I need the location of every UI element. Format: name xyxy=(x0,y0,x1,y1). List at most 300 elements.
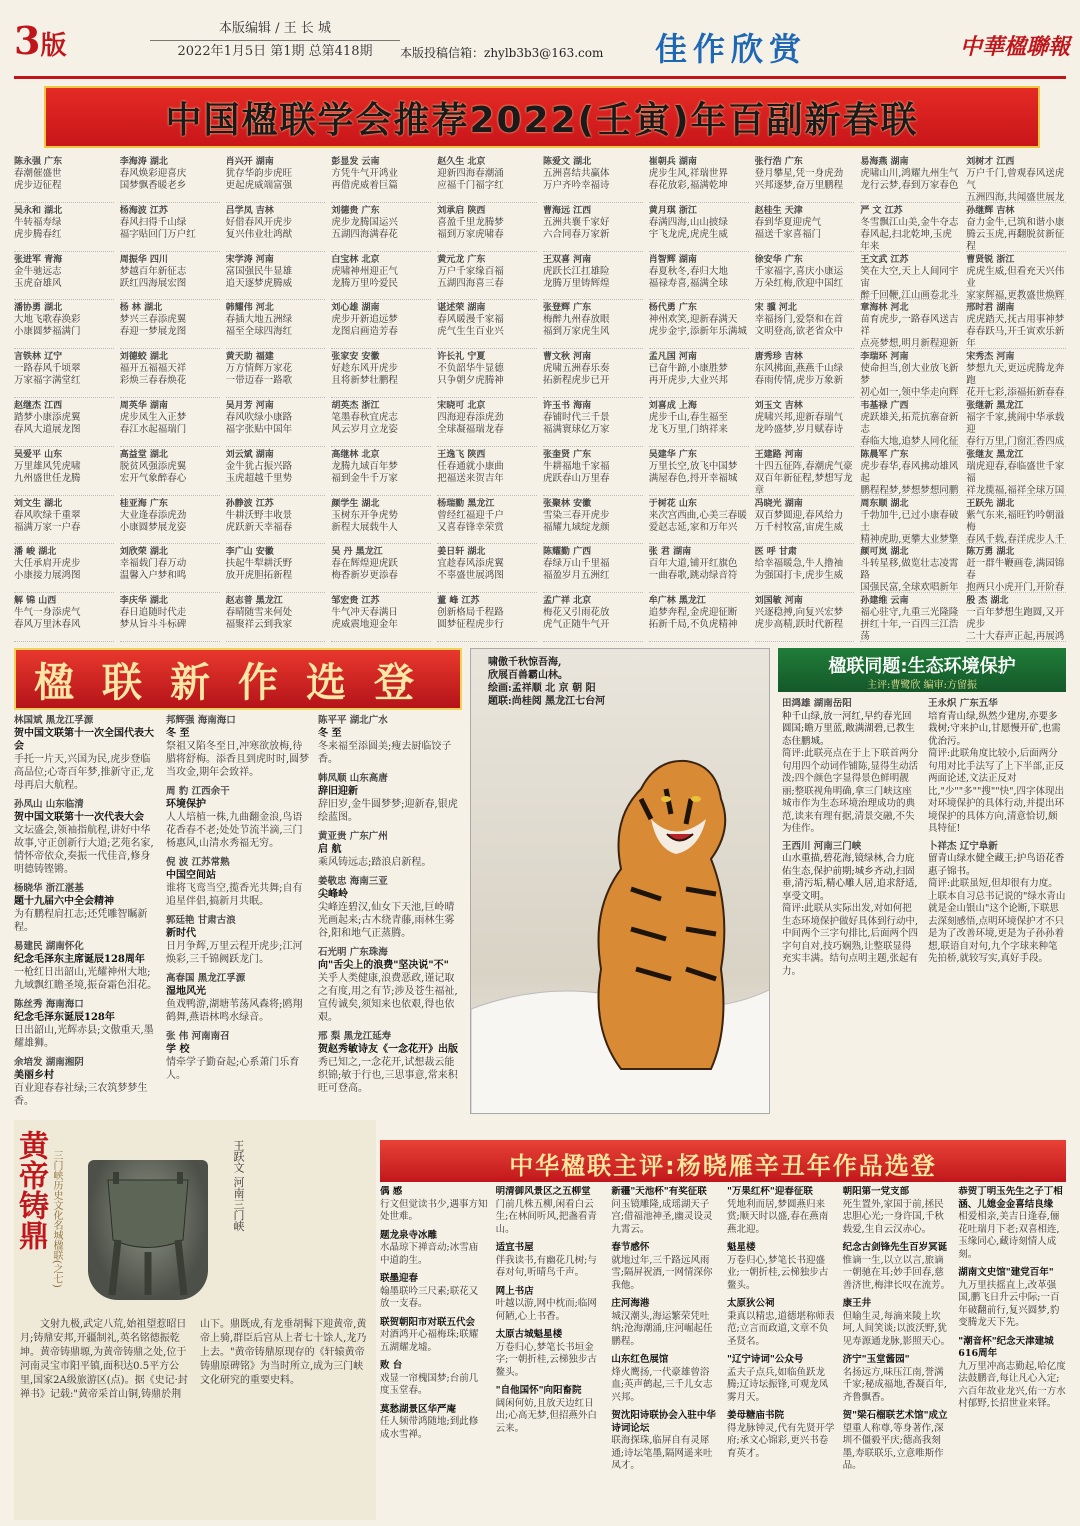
couplet-item xyxy=(120,154,220,203)
couplet-author: 孙静波 江苏 xyxy=(225,498,274,509)
couplet-item xyxy=(543,154,643,203)
page-number: 3版 xyxy=(14,18,67,63)
yang-work-title: 春节感怀 xyxy=(611,1242,650,1253)
couplet-item xyxy=(437,593,537,642)
couplet-author: 董 峰 江苏 xyxy=(437,596,480,607)
couplet-author: 彭显发 云南 xyxy=(331,157,380,167)
couplet-line: 兴逐稳搏,向复兴宏梦 xyxy=(754,607,844,619)
couplet-line: 春风焕彩迎喜庆 xyxy=(119,168,187,179)
yang-work-text: 水晶琼下禅音动;冰雪庙中道韵生。 xyxy=(380,1242,479,1266)
couplet-item xyxy=(14,154,114,203)
couplet-line: 又喜春锋幸荣赏 xyxy=(437,521,504,533)
new-works-column xyxy=(14,714,158,1114)
couplet-line: 小康接力展鸿图 xyxy=(14,570,81,582)
couplet-line: 双百年新征程,梦想写龙章 xyxy=(754,472,853,496)
new-work-author: 石光明 广东珠海 xyxy=(318,947,388,958)
yang-work-text: 任人频带鸿随地;到此修成水雪禅。 xyxy=(380,1416,479,1440)
yang-work-title: 姜母糖庙书院 xyxy=(726,1410,784,1421)
couplet-line: 曾经红福迎千户 xyxy=(437,509,504,521)
couplet-line: 牛气一身添虎气 xyxy=(14,607,81,619)
couplet-author: 唐秀珍 吉林 xyxy=(754,352,803,363)
couplet-item xyxy=(543,203,643,252)
couplet-author: 曹贤锐 浙江 xyxy=(966,254,1015,265)
couplet-item xyxy=(966,496,1066,545)
editor-line: 本版编辑 / 王 长 城 xyxy=(150,18,400,41)
couplet-line: 春潮催盛世 xyxy=(14,168,62,179)
couplet-line: 福开五福福天祥 xyxy=(119,363,187,375)
yang-work-text: 惟谪一生,以立以言,旅谪一朝驰在耳;妙手回春,慈善济世,梅津长叹在流芳。 xyxy=(842,1254,951,1291)
couplet-line: 春风起,扫北乾坤,玉虎年来 xyxy=(860,228,952,252)
couplet-line: 温馨入户梦和鸣 xyxy=(119,570,187,582)
new-work-item xyxy=(14,798,158,876)
couplet-item xyxy=(331,203,431,252)
couplet-author: 吴 丹 黑龙江 xyxy=(331,547,383,558)
yang-work-item xyxy=(611,1242,719,1292)
topic-entry xyxy=(928,841,1066,966)
couplet-author: 曹海远 江西 xyxy=(543,205,592,216)
yang-work-title: 贺"梁石榴联艺术馆"成立 xyxy=(842,1410,948,1421)
couplet-author: 黄月琪 浙江 xyxy=(648,205,697,216)
couplet-line: 斗转星移,做览壮志凌霄路 xyxy=(860,558,959,582)
couplet-author: 陈爱文 湖北 xyxy=(543,157,592,167)
couplet-line: 春铺时代三千景 xyxy=(543,411,610,423)
couplet-author: 姜日轩 湖北 xyxy=(437,547,486,558)
couplet-line: 全球凝福瑞龙春 xyxy=(437,423,504,435)
yang-work-item xyxy=(843,1298,951,1348)
couplet-line: 福到金牛千万家 xyxy=(331,472,398,484)
couplet-author: 杨 林 湖北 xyxy=(119,303,163,314)
couplet-line: 春春跃马,开壬寅欢乐新年 xyxy=(966,326,1065,350)
couplet-line: 笑在大空,天上人间同宇宙 xyxy=(860,265,959,289)
yang-work-title: 魁星楼 xyxy=(726,1242,756,1253)
new-work-item xyxy=(166,972,310,1024)
couplet-author: 曹文秋 河南 xyxy=(543,352,592,363)
yang-work-title: 庄河海港 xyxy=(611,1298,650,1309)
couplet-line: 福满万家一户春 xyxy=(14,521,81,533)
couplet-item xyxy=(120,349,220,398)
couplet-line: 虎步高精,跃时代新程 xyxy=(754,619,844,631)
couplet-line: 虎步腾春红 xyxy=(14,228,62,240)
new-work-author: 陈丝秀 海南海口 xyxy=(14,999,84,1010)
yang-work-title: 题龙泉寺冰雕 xyxy=(380,1229,438,1241)
couplet-author: 邹宏贵 江苏 xyxy=(331,596,380,607)
couplet-item xyxy=(860,154,960,203)
couplet-line: 紫气东来,福旺钓吟朝溢梅 xyxy=(966,509,1065,533)
couplet-item xyxy=(226,203,326,252)
yang-work-item xyxy=(496,1329,604,1379)
couplet-line: 福字贴回门万户红 xyxy=(119,228,196,240)
yang-work-title: 贺沈阳诗联协会入驻中华诗词论坛 xyxy=(611,1410,716,1434)
new-work-text: 情牵学子勤奋起;心系萧门乐育人。 xyxy=(166,1057,300,1081)
couplet-line: 国梦飘香暖老乡 xyxy=(119,180,187,191)
yang-work-title: 偶 感 xyxy=(380,1186,403,1197)
new-work-author: 倪 波 江苏常熟 xyxy=(166,857,230,868)
yang-work-title: 恭贺丁明玉先生之子丁相涵、儿媳金金喜结良缘 xyxy=(958,1186,1063,1210)
couplet-author: 杨瑞勤 黑龙江 xyxy=(437,498,495,509)
couplet-author: 吕学凤 吉林 xyxy=(225,205,274,216)
couplet-item xyxy=(755,496,855,545)
couplet-line: 万户齐吟幸福诗 xyxy=(543,180,610,191)
couplet-author: 韦基禄 广西 xyxy=(860,400,909,411)
couplet-line: 福心驻守,九重三光隆隆 xyxy=(860,607,959,619)
couplet-line: 为强国打卡,虎步生威 xyxy=(754,570,844,582)
tripod-subtitle: 三门峡历史文化名城楹联(之七) xyxy=(51,1150,62,1288)
yang-work-text: 阔闲何妨,且放天边红日出;心高无梦,但招燕外白云来。 xyxy=(495,1397,597,1434)
topic-entry xyxy=(782,841,920,979)
couplet-line: 春风暖漫千家福 xyxy=(437,314,504,326)
couplet-item xyxy=(543,349,643,398)
couplet-line: 奋力金牛,已筑和谐小康 xyxy=(966,216,1065,228)
couplet-item xyxy=(755,398,855,447)
couplet-item xyxy=(331,154,431,203)
couplet-line: 万朵红梅,欣迎中国红 xyxy=(754,277,844,289)
couplet-line: 更起虎威端富强 xyxy=(225,180,293,191)
yang-work-title: 明清御风景区之五柳堂 xyxy=(495,1186,591,1197)
couplet-line: 春满四海,山山披绿 xyxy=(648,216,728,228)
couplet-author: 于树花 山东 xyxy=(648,498,697,509)
yang-work-text: 万卷归心,梦笔长书垣金字;一朝折桂,云梯独步古鳌头。 xyxy=(495,1341,597,1378)
couplet-line: 虎跃春山万里春 xyxy=(543,472,610,484)
couplet-item xyxy=(649,349,749,398)
couplet-author: 肖兴开 湖南 xyxy=(225,157,274,167)
couplet-line: 国强民富,全球欢唱新年 xyxy=(860,582,959,594)
couplet-line: 追天逐梦虎腾威 xyxy=(225,277,293,289)
couplet-line: 大任承肩开虎步 xyxy=(14,558,81,570)
couplet-line: 虎步凤生入正梦 xyxy=(119,411,187,423)
couplet-author: 陈晨军 广东 xyxy=(860,449,909,460)
bronze-tripod-image xyxy=(88,1160,208,1300)
yang-work-item xyxy=(611,1298,719,1348)
yang-work-item xyxy=(380,1273,488,1311)
new-works-title: 楹联新作选登 xyxy=(34,659,442,706)
couplet-line: 虎步开新追远梦 xyxy=(331,314,398,326)
couplet-line: 再借虎威着巨篇 xyxy=(331,180,398,191)
couplet-line: 金牛犹占振兴路 xyxy=(225,460,293,472)
couplet-line: 春临大地,追梦人同化征 xyxy=(860,435,959,447)
couplet-line: 福禄寿喜,福满全球 xyxy=(648,277,728,289)
new-work-item xyxy=(318,1030,462,1095)
couplet-author: 刘德贵 广东 xyxy=(331,205,380,216)
couplet-item xyxy=(649,496,749,545)
painting-caption-line: 绘画:孟祥顺 北 京 朝 阳 xyxy=(488,683,596,694)
couplet-line: 梦从旨斗斗标碑 xyxy=(119,619,187,631)
couplet-line: 虎啸神州迎正气 xyxy=(331,265,398,277)
couplet-line: 春花放彩,福满乾坤 xyxy=(648,180,728,191)
couplet-line: 春迎一梦展龙图 xyxy=(119,326,187,338)
couplet-line: 虎步千山,春生福至 xyxy=(648,411,728,423)
couplet-line: 龙行云梦,春到万家春色 xyxy=(860,180,959,191)
couplet-author: 赵继杰 江西 xyxy=(14,400,63,411)
couplet-item xyxy=(860,593,960,642)
couplet-line: 创新格局千程路 xyxy=(437,607,504,619)
couplet-item xyxy=(120,447,220,496)
couplet-line: 福字千家,挑闹中华承载迎 xyxy=(966,411,1065,435)
couplet-item xyxy=(649,252,749,301)
couplet-item xyxy=(14,252,114,301)
couplet-author: 徐安华 广东 xyxy=(754,254,803,265)
yang-work-text: 名扬远方,味压江南,誉满千家;秘成福地,香凝百年,齐鲁飘香。 xyxy=(842,1366,947,1403)
couplet-item xyxy=(860,252,960,301)
couplet-line: 双百梦圆迎,春风给力 xyxy=(754,509,844,521)
couplet-line: 东风拂面,燕燕千山绿 xyxy=(754,363,844,375)
yang-work-text: 秉真以精忠,道德堪称师表范;立言而政道,文章不负圣贤名。 xyxy=(726,1310,835,1347)
couplet-author: 邢时君 湖南 xyxy=(966,303,1015,314)
couplet-line: 牛耕沃野丰收景 xyxy=(225,509,293,521)
couplet-line: 春插大地五洲绿 xyxy=(225,314,293,326)
couplet-item xyxy=(966,252,1066,301)
couplet-line: 赶一群牛鞭画卷,满园锦春 xyxy=(966,558,1065,582)
couplet-line: 龙图启画造芳春 xyxy=(331,326,398,338)
tripod-body: 文射九极,武定八荒,始祖望惹昭日月;铸鼎安邦,开疆制礼,英名铭德振乾坤。黄帝铸鼎塬,为黄帝铸鼎之处,位于河南灵宝市阳平镇,面积达0.5平方公里,国家2A级旅游区(点)。据《史记·封禅书》记载:"黄帝采首山铜,铸鼎於荆山下。鼎既成,有龙垂胡髯下迎黄帝,黄帝上骑,群臣后宫从上者七十馀人,龙乃上去。"黄帝铸鼎原现存的《轩辕黄帝铸鼎原碑铭》为当时所立,成为三门峡文化研究的重要史料。 xyxy=(20,1319,367,1400)
new-works-header xyxy=(14,648,462,710)
painting-caption-line: 题联:尚桂阅 黑龙江七台河 xyxy=(488,696,606,707)
new-work-author: 邦辉强 海南海口 xyxy=(166,715,236,726)
couplet-line: 玉树东开争虎势 xyxy=(331,509,398,521)
yang-work-title: 济宁"玉堂酱园" xyxy=(842,1354,910,1365)
couplet-author: 赵久生 北京 xyxy=(437,157,486,167)
couplet-author: 韩耀伟 河北 xyxy=(225,303,274,314)
couplet-author: 肖智辉 湖南 xyxy=(648,254,697,265)
couplet-item xyxy=(543,544,643,593)
new-work-item xyxy=(14,714,158,792)
new-work-title: 向"舌尖上的浪费"坚决说"不" xyxy=(318,960,449,971)
couplet-author: 冯晓光 湖南 xyxy=(754,498,803,509)
new-work-text: 鱼戏鸭游,湖塘苇荡风森将;鸥翔鹤舞,燕语林鸣水绿音。 xyxy=(166,999,303,1023)
couplet-item xyxy=(331,447,431,496)
couplet-author: 王逸飞 陕西 xyxy=(437,449,486,460)
couplet-line: 万方情辉万家花 xyxy=(225,363,293,375)
yang-work-text: 门前几株五柳,闲看白云生;在林间听风,把盏看青山。 xyxy=(495,1198,597,1235)
new-work-text: 一枪红日出韶山,光耀神州大地;九域飘红瞻圣境,振奋霜色泪花。 xyxy=(14,967,158,991)
couplet-author: 刘国敏 河南 xyxy=(754,596,803,607)
couplet-line: 鹏程程梦,梦想梦想同鹏 xyxy=(860,484,959,496)
couplet-author: 黄天助 福建 xyxy=(225,352,274,363)
topic-entry xyxy=(928,698,1066,836)
couplet-line: 五湖四海满春花 xyxy=(331,228,398,240)
yang-work-text: 联海探珠,临屏自有灵犀通;诗坛笔墨,隔网遥来吐凤才。 xyxy=(611,1435,713,1471)
couplet-line: 虎虎踏天,抚古用事神梦 xyxy=(966,314,1065,326)
couplet-item xyxy=(966,447,1066,496)
couplet-line: 万户千家缘百福 xyxy=(437,265,504,277)
new-work-title: 学 校 xyxy=(166,1044,190,1055)
couplet-line: 福到万家虎生风 xyxy=(543,326,610,338)
couplet-line: 虎虎生威,但看充天兴伟业 xyxy=(966,265,1065,289)
couplet-item xyxy=(226,593,326,642)
new-work-title: 题十九届六中全会精神 xyxy=(14,896,114,907)
couplet-line: 登月攀星,凭一身虎劲 xyxy=(754,168,844,179)
couplet-item xyxy=(14,447,114,496)
couplet-author: 谌述荣 湖南 xyxy=(437,303,486,314)
couplet-line: 初心如一,领中华走向辉 xyxy=(860,387,959,398)
couplet-item xyxy=(543,252,643,301)
yang-work-title: 网上书店 xyxy=(495,1285,534,1297)
yang-work-title: 联贺朝阳市对联五代会 xyxy=(380,1316,476,1328)
topic-comment: 简评:此联虽短,但却很有力度。上联本自习总书记说的"绿水青山就是金山银山"这个论断,下联思去深刻感悟,点明环境保护才不只是为了改善环境,更是为子孙孙着想,联语自对句,九个字球来种笔先拍桥,就较写实,真好手段。 xyxy=(928,878,1066,964)
masthead-rule xyxy=(14,76,1066,79)
couplet-line: 五洲共襄千家好 xyxy=(543,216,610,228)
couplet-item xyxy=(226,398,326,447)
yang-work-text: 戏显一帘槐国梦;台前几度玉堂春。 xyxy=(380,1372,479,1396)
new-work-item xyxy=(318,772,462,824)
couplet-item xyxy=(860,349,960,398)
couplet-item xyxy=(860,447,960,496)
couplet-line: 春到华夏迎虎气 xyxy=(754,216,822,228)
new-work-text: 乘风铸远志;踏浪启新程。 xyxy=(318,857,432,868)
couplet-line: 春绿万山千里福 xyxy=(543,558,610,570)
headline-title: 中国楹联学会推荐2022(壬寅)年百副新春联 xyxy=(165,99,919,141)
new-work-title: 冬 至 xyxy=(166,728,190,739)
couplet-author: 胡英杰 浙江 xyxy=(331,400,380,411)
couplet-item xyxy=(331,252,431,301)
couplet-item xyxy=(755,154,855,203)
couplet-item xyxy=(120,398,220,447)
new-work-title: 纪念毛泽东诞辰128年 xyxy=(14,1012,115,1023)
new-work-author: 易建民 湖南怀化 xyxy=(14,941,84,952)
couplet-item xyxy=(14,593,114,642)
couplet-line: 九州盛世任龙腾 xyxy=(14,472,81,484)
couplet-author: 章海林 河北 xyxy=(860,303,909,314)
couplet-item xyxy=(226,349,326,398)
couplet-author: 周东顺 湖北 xyxy=(860,498,909,509)
couplet-line: 家家辉福,更教盛世焕辉 xyxy=(966,289,1065,301)
couplet-line: 笔墨春秋宜虎志 xyxy=(331,411,398,423)
new-work-title: 辞旧迎新 xyxy=(318,786,358,797)
painting-caption xyxy=(488,656,688,708)
couplet-line: 一带迈春一路歌 xyxy=(225,375,293,387)
couplet-author: 潘协勇 湖北 xyxy=(14,303,63,314)
couplet-author: 言铁林 辽宁 xyxy=(14,352,63,363)
couplet-line: 一路春风千顷翠 xyxy=(14,363,81,375)
yang-work-item xyxy=(727,1298,835,1348)
couplet-item xyxy=(543,593,643,642)
couplet-author: 易海燕 湖南 xyxy=(860,157,909,167)
new-work-title: 启 航 xyxy=(318,844,342,855)
couplet-line: 再开虎步,大业兴邦 xyxy=(648,375,728,387)
couplet-item xyxy=(226,447,326,496)
yang-work-text: 烽火鹰扬,一代豪雄曾浴血;英声鹤起,三千儿女志兴邦。 xyxy=(611,1366,713,1403)
topic-couplet: 种千山绿,放一河红,早约春光回圆国;瞻万里蓝,敞满湖碧,已教生态住鹏城。 xyxy=(782,710,915,747)
yang-work-item xyxy=(958,1336,1066,1411)
couplet-line: 万家福字满堂红 xyxy=(14,375,81,387)
yang-work-title: "万果红杯"迎春征联 xyxy=(726,1186,813,1197)
couplet-item xyxy=(120,252,220,301)
yang-work-text: 望重人称尊,等身著作,深圳不僵毅平庆;德高我刻墨,寿联联乐,立意唯斯作品。 xyxy=(842,1422,944,1471)
yang-work-title: 太原狄公祠 xyxy=(726,1298,775,1309)
couplet-line: 瑞虎迎春,春临盛世千家福 xyxy=(966,460,1065,484)
couplet-item xyxy=(649,398,749,447)
couplet-author: 高继林 北京 xyxy=(331,449,380,460)
yang-work-item xyxy=(958,1186,1066,1261)
couplet-line: 龙腾万里铸辉煌 xyxy=(543,277,610,289)
new-work-author: 林国斌 黑龙江孚源 xyxy=(14,715,94,726)
couplet-line: 神州欢笑,迎新春满天 xyxy=(648,314,738,326)
couplet-line: 龙腾九域百年梦 xyxy=(331,460,398,472)
couplet-author: 宋晓可 北京 xyxy=(437,400,486,411)
new-work-text: 冬来福至添圆美;瘦去厨临饺子香。 xyxy=(318,741,452,765)
couplet-author: 颜学生 湖北 xyxy=(331,498,380,509)
new-work-item xyxy=(14,1056,158,1108)
couplet-item xyxy=(120,203,220,252)
new-works-columns xyxy=(14,714,462,1114)
couplet-author: 李广山 安徽 xyxy=(225,547,274,558)
paper-logo: 中華楹聯報 xyxy=(960,34,1071,60)
couplet-line: 福至全球四海红 xyxy=(225,326,293,338)
couplet-item xyxy=(860,544,960,593)
yang-work-item xyxy=(611,1354,719,1404)
couplet-line: 春江水起福瑞门 xyxy=(119,423,187,435)
yang-work-item xyxy=(496,1186,604,1236)
couplet-item xyxy=(14,300,114,349)
couplet-author: 刘心雄 湖南 xyxy=(331,303,380,314)
couplet-line: 虎气生生百业兴 xyxy=(437,326,504,338)
new-work-item xyxy=(318,714,462,766)
new-work-title: 新时代 xyxy=(166,928,196,939)
topic-author: 王永炽 广东五华 xyxy=(928,698,998,709)
couplet-line: 新程大展载牛人 xyxy=(331,521,398,533)
yang-work-text: 死生置外,家国于前,拯民忠胆心光;一身许国,千秋载爱,生自云汉赤心。 xyxy=(842,1198,944,1235)
new-work-author: 韩凤顺 山东高唐 xyxy=(318,773,388,784)
couplet-author: 陈耀勤 广西 xyxy=(543,547,592,558)
couplet-item xyxy=(437,349,537,398)
couplet-author: 李瑞环 河南 xyxy=(860,352,909,363)
couplet-author: 张继友 黑龙江 xyxy=(966,449,1024,460)
couplet-line: 小康圆梦展龙姿 xyxy=(119,521,187,533)
couplet-author: 许长礼 宁夏 xyxy=(437,352,486,363)
couplet-line: 追梦奔程,金虎迎征断 xyxy=(648,607,738,619)
couplet-line: 幸福载门春万动 xyxy=(119,558,187,570)
couplet-item xyxy=(437,544,537,593)
couplet-author: 孙建维 云南 xyxy=(860,596,909,607)
couplet-author: 刘树才 江西 xyxy=(966,157,1015,167)
couplet-item xyxy=(331,349,431,398)
couplet-author: 刘欣荣 湖北 xyxy=(119,547,168,558)
couplet-item xyxy=(649,203,749,252)
couplet-item xyxy=(120,496,220,545)
new-work-author: 余培发 湖南湘阴 xyxy=(14,1057,84,1068)
couplet-line: 虎步迈征程 xyxy=(14,180,62,191)
couplet-line: 扶起牛犁耕沃野 xyxy=(225,558,293,570)
couplet-item xyxy=(331,398,431,447)
headline-banner xyxy=(44,86,1040,148)
yang-work-item xyxy=(843,1242,951,1292)
couplet-line: 冬雪飘江山美,金牛夺志 xyxy=(860,216,959,228)
topic-author: 田鸿雄 湖南岳阳 xyxy=(782,698,852,709)
yang-work-title: 山东红色展馆 xyxy=(611,1354,669,1365)
couplet-line: 春风扫得千山绿 xyxy=(119,216,187,228)
couplet-author: 周振华 四川 xyxy=(119,254,168,265)
couplet-item xyxy=(331,496,431,545)
couplet-line: 任春通就小康曲 xyxy=(437,460,504,472)
new-work-item xyxy=(318,875,462,940)
couplet-line: 迎新四海春潮涌 xyxy=(437,168,504,179)
couplet-author: 李庆华 湖北 xyxy=(119,596,168,607)
new-work-text: 为有鹏程肩扛志;还凭雕智瞩新程。 xyxy=(14,909,148,933)
couplet-author: 杨海波 江苏 xyxy=(119,205,168,216)
topic-body xyxy=(782,698,1066,1114)
couplet-line: 春雨传情,虎步万象新 xyxy=(754,375,844,387)
couplet-line: 福送千家喜福门 xyxy=(754,228,822,240)
couplet-line: 精神虎助,更攀大业梦擎 xyxy=(860,533,959,545)
yang-work-item xyxy=(496,1286,604,1324)
couplet-line: 应福千门福字红 xyxy=(437,180,504,191)
couplet-line: 使命担当,创大业放飞新梦 xyxy=(860,363,959,387)
couplet-item xyxy=(331,300,431,349)
couplet-line: 富国强民牛显雄 xyxy=(225,265,293,277)
new-work-author: 陈平平 湖北广水 xyxy=(318,715,388,726)
yang-work-text: 相爱相亲,美吉日逢春,俪花吐瑞月下老;双喜相连,玉缘同心,藏诗刻情人成刻。 xyxy=(958,1211,1060,1260)
new-work-text: 人人培植一株,九曲翻金浪,鸟语花香春不老;处处节流半滴,三门杨惠风,山清水秀福无穷。 xyxy=(166,812,303,849)
couplet-item xyxy=(226,496,326,545)
